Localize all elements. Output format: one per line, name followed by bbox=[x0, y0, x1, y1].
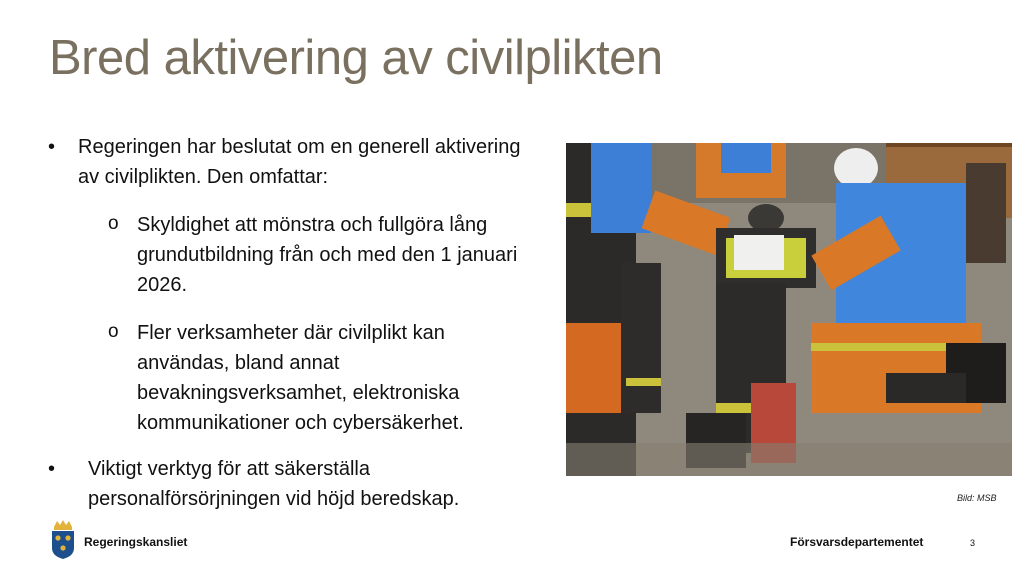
sub-bullet-item bbox=[48, 318, 538, 438]
footer-organization: Regeringskansliet bbox=[84, 535, 188, 549]
footer-department: Försvarsdepartementet bbox=[790, 535, 924, 549]
sub-bullet-text: Skyldighet att mönstra och fullgöra lång grundutbildning från och med den 1 januari 2026. bbox=[137, 214, 518, 296]
sub-bullet-item bbox=[48, 210, 538, 300]
bullet-marker: • bbox=[48, 136, 56, 158]
training-photo bbox=[566, 143, 1012, 476]
rescue-training-illustration bbox=[566, 143, 1012, 476]
sub-bullet-marker: o bbox=[108, 321, 119, 342]
bullet-item bbox=[48, 132, 538, 192]
sub-bullet-text: Fler verksamheter där civilplikt kan användas, bland annat bevakningsverksamhet, elektroniska kommunikationer och cybersäkerhet. bbox=[137, 322, 464, 434]
bullet-marker: • bbox=[48, 458, 56, 480]
bullet-item bbox=[48, 454, 538, 514]
page-number: 3 bbox=[970, 538, 976, 548]
slide-body bbox=[48, 132, 538, 514]
image-credit: Bild: MSB bbox=[957, 493, 997, 503]
bullet-text: Regeringen har beslutat om en generell aktivering av civilplikten. Den omfattar: bbox=[78, 136, 521, 188]
government-crest-icon bbox=[48, 518, 78, 560]
slide-title: Bred aktivering av civilplikten bbox=[49, 31, 663, 85]
sub-bullet-marker: o bbox=[108, 213, 119, 234]
bullet-text: Viktigt verktyg för att säkerställa personalförsörjningen vid höjd beredskap. bbox=[88, 458, 460, 510]
